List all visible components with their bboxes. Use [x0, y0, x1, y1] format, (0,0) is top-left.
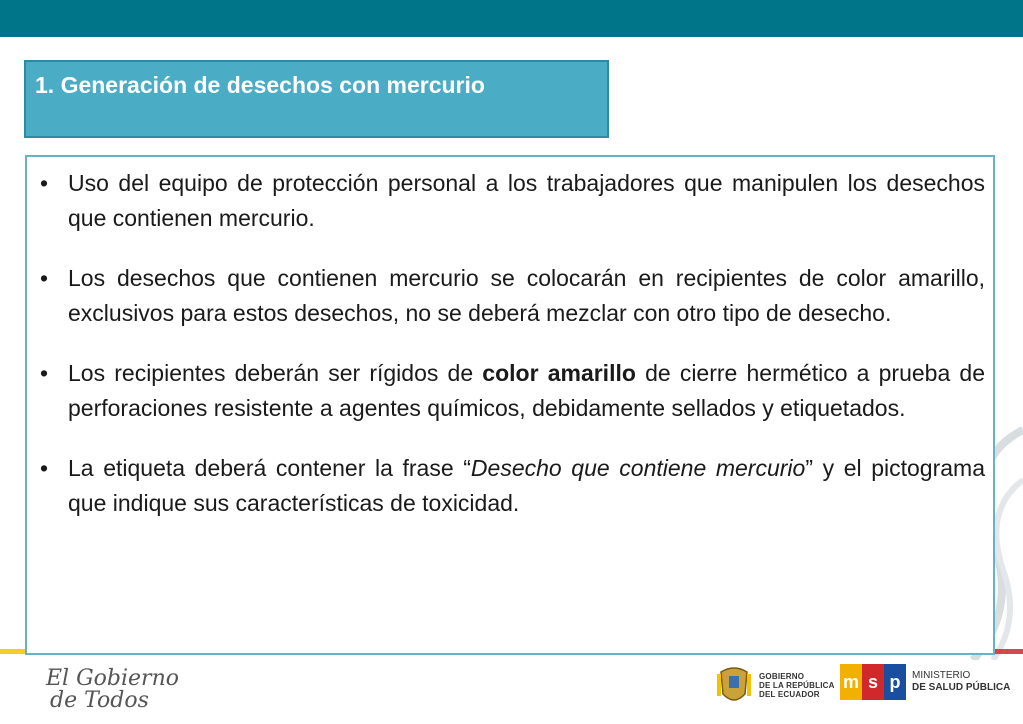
bullet-icon: •: [40, 455, 49, 481]
bullet-text: La etiqueta deberá contener la frase “: [68, 455, 471, 481]
bullet-icon: •: [40, 170, 49, 196]
bullet-emphasis-italic: Desecho que contiene mercurio: [470, 455, 806, 481]
bullet-item: [40, 261, 985, 331]
bullet-icon: •: [40, 360, 49, 386]
gobierno-de-todos-logo: El Gobierno de Todos: [46, 666, 179, 713]
coat-of-arms-icon: [715, 664, 753, 706]
bullet-item: [40, 166, 985, 236]
bullet-emphasis-bold: color amarillo: [482, 360, 636, 386]
bullet-text: Los recipientes deberán ser rígidos de: [68, 360, 483, 386]
bullet-item: [40, 356, 985, 426]
ministerio-salud-logo: m s p MINISTERIO DE SALUD PÚBLICA: [840, 664, 1010, 700]
bullet-item: [40, 451, 985, 521]
bullet-icon: •: [40, 265, 49, 291]
bullet-text: Los desechos que contienen mercurio se colocarán en recipientes de color amarillo, exclusivos para estos desechos, no se deberá mezclar con otro tipo de desecho.: [68, 265, 985, 326]
bullet-text: ” y el pictograma que indique sus características de toxicidad.: [68, 455, 985, 516]
top-banner: [0, 0, 1023, 37]
content-box: [25, 155, 995, 655]
bullet-text: de cierre hermético a prueba de perforaciones resistente a agentes químicos, debidamente sellados y etiquetados.: [68, 360, 985, 421]
gobierno-ecuador-logo: GOBIERNO DE LA REPÚBLICA DEL ECUADOR: [715, 664, 835, 706]
msp-logo-mark: m s p: [840, 664, 906, 700]
bullet-text: Uso del equipo de protección personal a los trabajadores que manipulen los desechos que contienen mercurio.: [68, 170, 985, 231]
bullet-list: [40, 166, 985, 546]
title-box: [24, 60, 609, 138]
slide-title: 1. Generación de desechos con mercurio: [35, 72, 485, 98]
